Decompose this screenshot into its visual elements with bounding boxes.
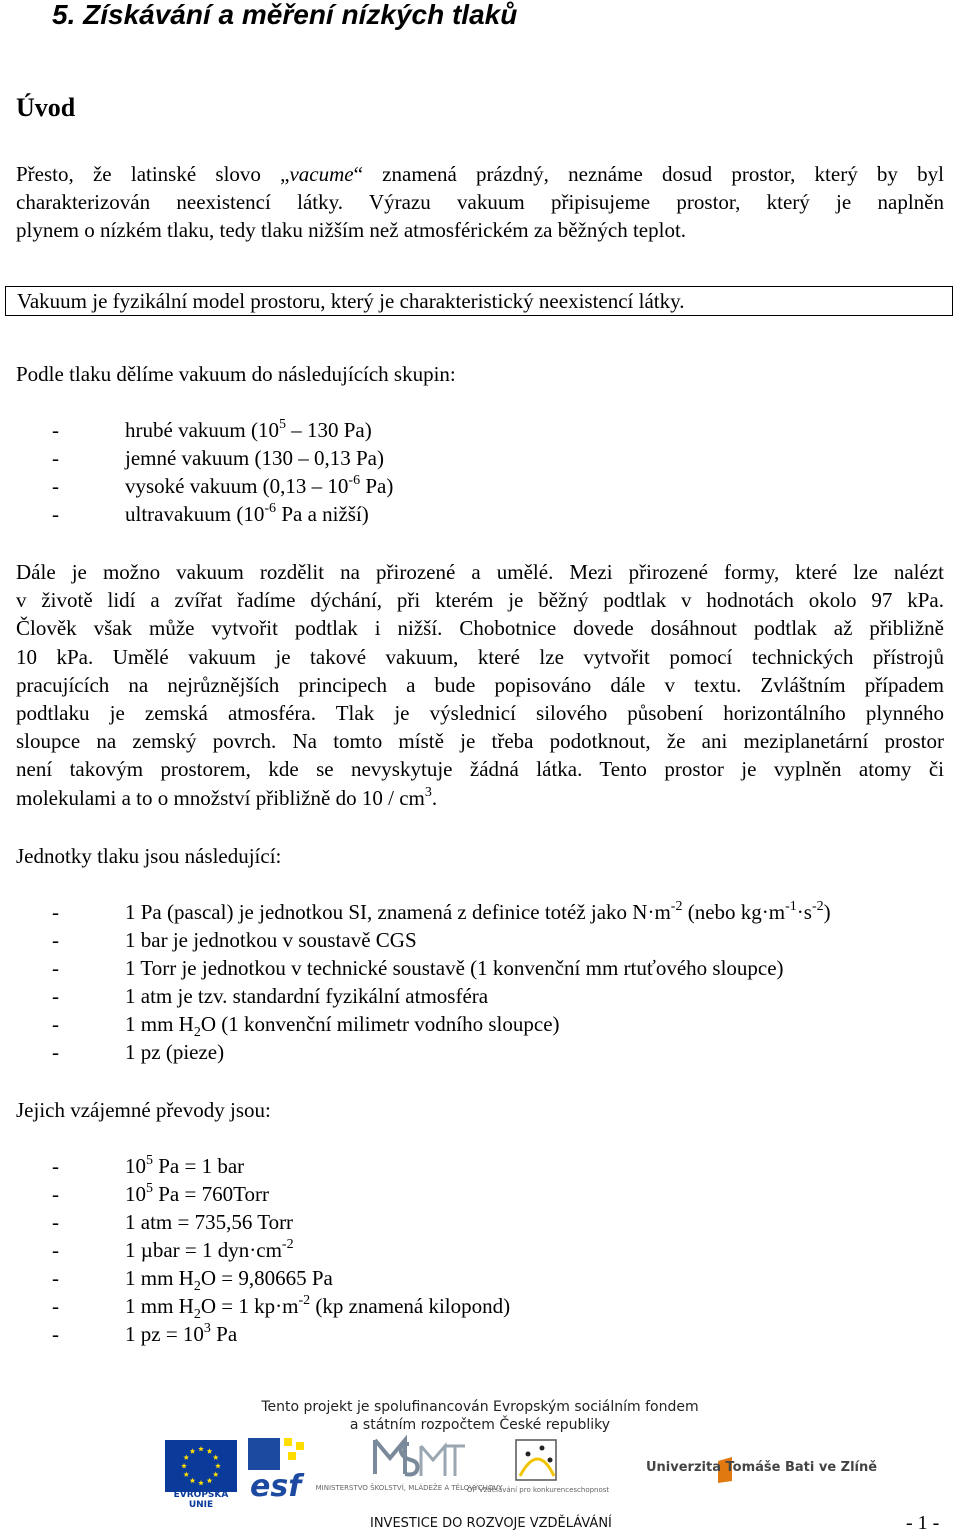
page-number: - 1 - [906, 1512, 940, 1534]
esf-wordmark: esf [250, 1469, 302, 1504]
esf-logo [248, 1438, 320, 1504]
funding-line: Tento projekt je spolufinancován Evropským sociálním fondem [261, 1399, 699, 1415]
paragraph-line: molekulami a to o množství přibližně do $10 / cm^3$. [16, 784, 438, 810]
conversions-intro: Jejich vzájemné převody jsou: [16, 1098, 271, 1122]
paragraph-line: 10 kPa. Umělé vakuum je takové vakuum, které lze vytvořit pomocí technických přístrojů [16, 644, 944, 669]
msmt-label: MINISTERSTVO ŠKOLSTVÍ, MLÁDEŽE A TĚLOVÝCHOVY [315, 1484, 503, 1492]
op-label: OP Vzdělávání pro konkurenceschopnost [466, 1486, 610, 1494]
latin-term: vacume [289, 162, 354, 186]
utb-label: Univerzita Tomáše Bati ve Zlíně [646, 1460, 878, 1475]
section-heading: Úvod [16, 93, 76, 122]
eu-label: EVROPSKÁ UNIE [173, 1490, 229, 1510]
paragraph-line: není takovým prostorem, kde se nevyskytuje žádná látka. Tento prostor je vyplněn atomy či [16, 757, 944, 782]
paragraph-line: Člověk však může vytvořit podtlak i nižší. Chobotnice dovede dosáhnout podtlak až přibližně [16, 616, 944, 641]
intro-line: charakterizován neexistencí látky. Výrazu vakuum připisujeme prostor, který je naplněn [16, 190, 944, 215]
paragraph-line: sloupce na zemský povrch. Na tomto místě je třeba podotknout, že ani meziplanetární prostor [16, 729, 944, 754]
groups-intro: Podle tlaku dělíme vakuum do následujících skupin: [16, 362, 456, 386]
investice-label: INVESTICE DO ROZVOJE VZDĚLÁVÁNÍ [370, 1516, 612, 1531]
msmt-logo [315, 1438, 503, 1500]
funding-line: a státním rozpočtem České republiky [349, 1417, 611, 1433]
definition-box: Vakuum je fyzikální model prostoru, který je charakteristický neexistencí látky. [5, 286, 953, 316]
intro-line: Přesto, že latinské slovo „vacume“ znamená prázdný, neznáme dosud prostor, který by byl [16, 162, 944, 186]
natural-artificial-paragraph [16, 558, 944, 812]
paragraph-line: Dále je možno vakuum rozdělit na přirozené a umělé. Mezi přirozené formy, které lze nalézt [16, 560, 944, 584]
intro-line: plynem o nízkém tlaku, tedy tlaku nižším než atmosférickém za běžných teplot. [16, 218, 687, 243]
intro-paragraph [16, 160, 944, 245]
paragraph-line: pracujících na nejrůznějších principech a bude popisováno dále v textu. Zvláštním případem [16, 672, 944, 697]
document-page: 5. Získávání a měření nízkých tlaků Úvod Přesto, že latinské slovo „vacume“ znamená prázdný, neznáme dosud prostor, který by byl charakterizován neexistencí látky. Výrazu vakuum připisujeme prostor, který je naplněn plynem o nízkém tlaku, tedy tlaku nižším než atmosférickém za běžných teplot. Vakuum je fyzikální model prostoru, který je charakteristický neexistencí látky. Podle tlaku dělíme vakuum do následujících skupin: - hrubé vakuum ($10^5 - 130$ Pa) - jemné vakuum (130 – 0,13 Pa) - vysoké vakuum ($0,13 - 10^{-6}$ Pa) - ultravakuum ($10^{-6}$ Pa a nižší) Dále je možno vakuum rozdělit na přirozené a umělé. Mezi přirozené formy, které lze nalézt v životě lidí a zvířat řadíme dýchání, při kterém je běžný podtlak v hodnotách okolo 97 kPa. Člověk však může vytvořit podtlak i nižší. Chobotnice dovede dosáhnout podtlak až přibližně 10 kPa. Umělé vakuum je takové vakuum, které lze vytvořit pomocí technických přístrojů pracujících na nejrůznějších principech a bude popisováno dále v textu. Zvláštním případem podtlaku je zemská atmosféra. Tlak je výslednicí silového působení horizontálního plynného sloupce na zemský povrch. Na tomto místě je třeba podotknout, že ani meziplanetární prostor není takovým prostorem, kde se nevyskytuje žádná látka. Tento prostor je vyplněn atomy či molekulami a to o množství přibližně do $10 / cm^3$. Jednotky tlaku jsou následující: - 1 Pa (pascal) je jednotkou SI, znamená z definice totéž jako $N\cdot m^{-2}$ (nebo $kg\cdot m^{-1}\cdot s^{-2}$) - 1 bar je jednotkou v soustavě CGS - 1 Torr je jednotkou v technické soustavě (1 konvenční mm rtuťového sloupce) - 1 atm je tzv. standardní fyzikální atmosféra - 1 mm $H_2O$ (1 konvenční milimetr vodního sloupce) - 1 pz (pieze) Jejich vzájemné převody jsou: - $10^5$ Pa = 1 bar - $10^5$ Pa = 760Torr - 1 atm = 735,56 Torr - 1 µbar = 1 $dyn\cdot cm^{-2}$ - 1 mm $H_2O = 9,80665$ Pa - 1 mm $H_2O = 1$ $kp\cdot m^{-2}$ (kp znamená kilopond) - 1 pz = $10^3$ Pa Tento projekt je spolufinancován Evropským sociálním fondem a státním rozpočtem České republiky EVROPSKÁ UNIE esf MINISTERSTVO ŠKOLSTVÍ, MLÁDEŽE A TĚLOVÝCHOVY OP Vzdělávání pro konkurenceschopnost Univerzita Tomáše Bati ve Zlíně INVESTICE DO ROZVOJE VZDĚLÁVÁNÍ - 1 - [0, 0, 960, 1534]
units-intro: Jednotky tlaku jsou následující: [16, 844, 282, 868]
paragraph-line: v životě lidí a zvířat řadíme dýchání, při kterém je běžný podtlak v hodnotách okolo 97 kPa. [16, 588, 944, 613]
op-logo [466, 1438, 610, 1500]
eu-flag-logo [165, 1440, 237, 1492]
paragraph-line: podtlaku je zemská atmosféra. Tlak je výslednicí silového působení horizontálního plynného [16, 701, 944, 726]
chapter-title: 5. Získávání a měření nízkých tlaků [52, 0, 518, 30]
